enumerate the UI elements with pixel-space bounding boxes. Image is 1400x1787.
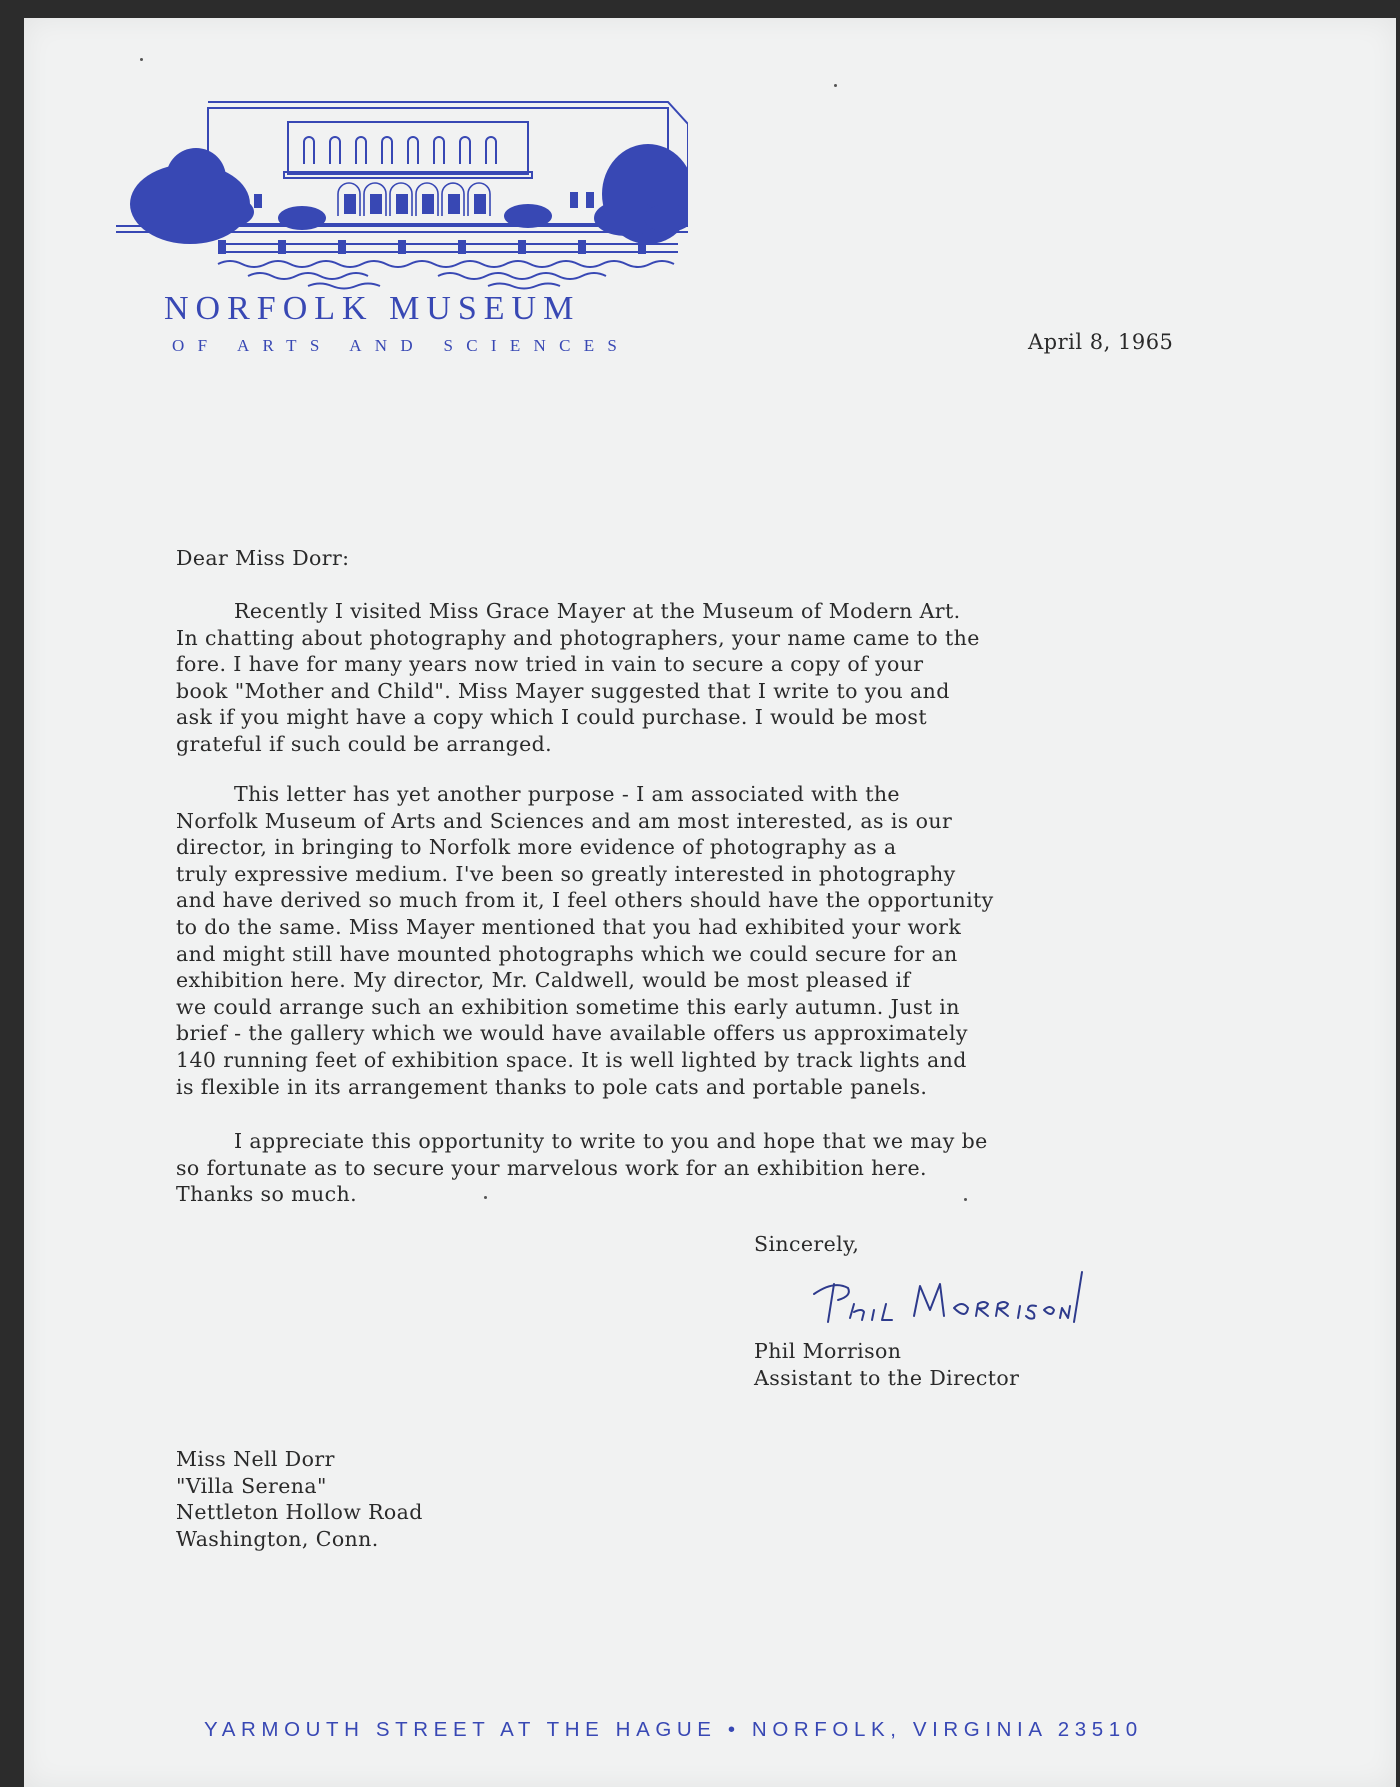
paragraph-line: and have derived so much from it, I feel others should have the opportunity: [176, 888, 994, 913]
paragraph-line: director, in bringing to Norfolk more evidence of photography as a: [176, 835, 897, 860]
paragraph-2: [176, 781, 1226, 1100]
paragraph-line: Norfolk Museum of Arts and Sciences and am most interested, as is our: [176, 808, 953, 833]
address-line: Washington, Conn.: [176, 1526, 379, 1551]
paragraph-line: fore. I have for many years now tried in vain to secure a copy of your: [176, 652, 924, 677]
paragraph-line: In chatting about photography and photographers, your name came to the: [176, 625, 980, 650]
paragraph-line: Recently I visited Miss Grace Mayer at the Museum of Modern Art.: [234, 599, 961, 623]
paragraph-line: exhibition here. My director, Mr. Caldwell, would be most pleased if: [176, 968, 911, 993]
signer-title: Assistant to the Director: [754, 1365, 1020, 1390]
paragraph-line: book "Mother and Child". Miss Mayer suggested that I write to you and: [176, 678, 950, 703]
address-line: Nettleton Hollow Road: [176, 1500, 423, 1525]
signer-block: [754, 1338, 1019, 1391]
museum-building-illustration: [108, 94, 688, 294]
salutation: Dear Miss Dorr:: [176, 546, 350, 570]
paragraph-1: [176, 598, 1226, 758]
paper-speck: [140, 58, 143, 61]
paragraph-line: This letter has yet another purpose - I am associated with the: [234, 782, 900, 806]
signer-name: Phil Morrison: [754, 1339, 902, 1363]
closing: Sincerely,: [754, 1232, 860, 1256]
museum-subtitle: OF ARTS AND SCIENCES: [172, 336, 631, 355]
paragraph-line: is flexible in its arrangement thanks to pole cats and portable panels.: [176, 1074, 928, 1099]
letter-page: [24, 18, 1396, 1787]
paragraph-line: grateful if such could be arranged.: [176, 731, 553, 756]
footer-address: YARMOUTH STREET AT THE HAGUE • NORFOLK, VIRGINIA 23510: [204, 1718, 1143, 1741]
paragraph-line: 140 running feet of exhibition space. It is well lighted by track lights and: [176, 1047, 967, 1072]
paragraph-line: so fortunate as to secure your marvelous work for an exhibition here.: [176, 1155, 927, 1180]
paragraph-3: [176, 1128, 1226, 1208]
letter-date: April 8, 1965: [1028, 330, 1174, 354]
address-line: "Villa Serena": [176, 1473, 327, 1498]
recipient-address: [176, 1446, 423, 1552]
paragraph-line: we could arrange such an exhibition sometime this early autumn. Just in: [176, 994, 960, 1019]
paper-speck: [484, 1196, 487, 1199]
handwritten-signature: [804, 1254, 1084, 1332]
paragraph-line: and might still have mounted photographs which we could secure for an: [176, 941, 958, 966]
paragraph-line: to do the same. Miss Mayer mentioned that you had exhibited your work: [176, 914, 962, 939]
paragraph-line: ask if you might have a copy which I could purchase. I would be most: [176, 705, 927, 730]
paragraph-line: Thanks so much.: [176, 1182, 357, 1207]
paragraph-line: brief - the gallery which we would have available offers us approximately: [176, 1021, 968, 1046]
paper-speck: [834, 84, 837, 87]
address-line: Miss Nell Dorr: [176, 1447, 335, 1471]
paragraph-line: truly expressive medium. I've been so greatly interested in photography: [176, 861, 956, 886]
paper-speck: [964, 1198, 967, 1201]
paragraph-line: I appreciate this opportunity to write to you and hope that we may be: [234, 1129, 988, 1153]
museum-name: NORFOLK MUSEUM: [164, 290, 581, 327]
